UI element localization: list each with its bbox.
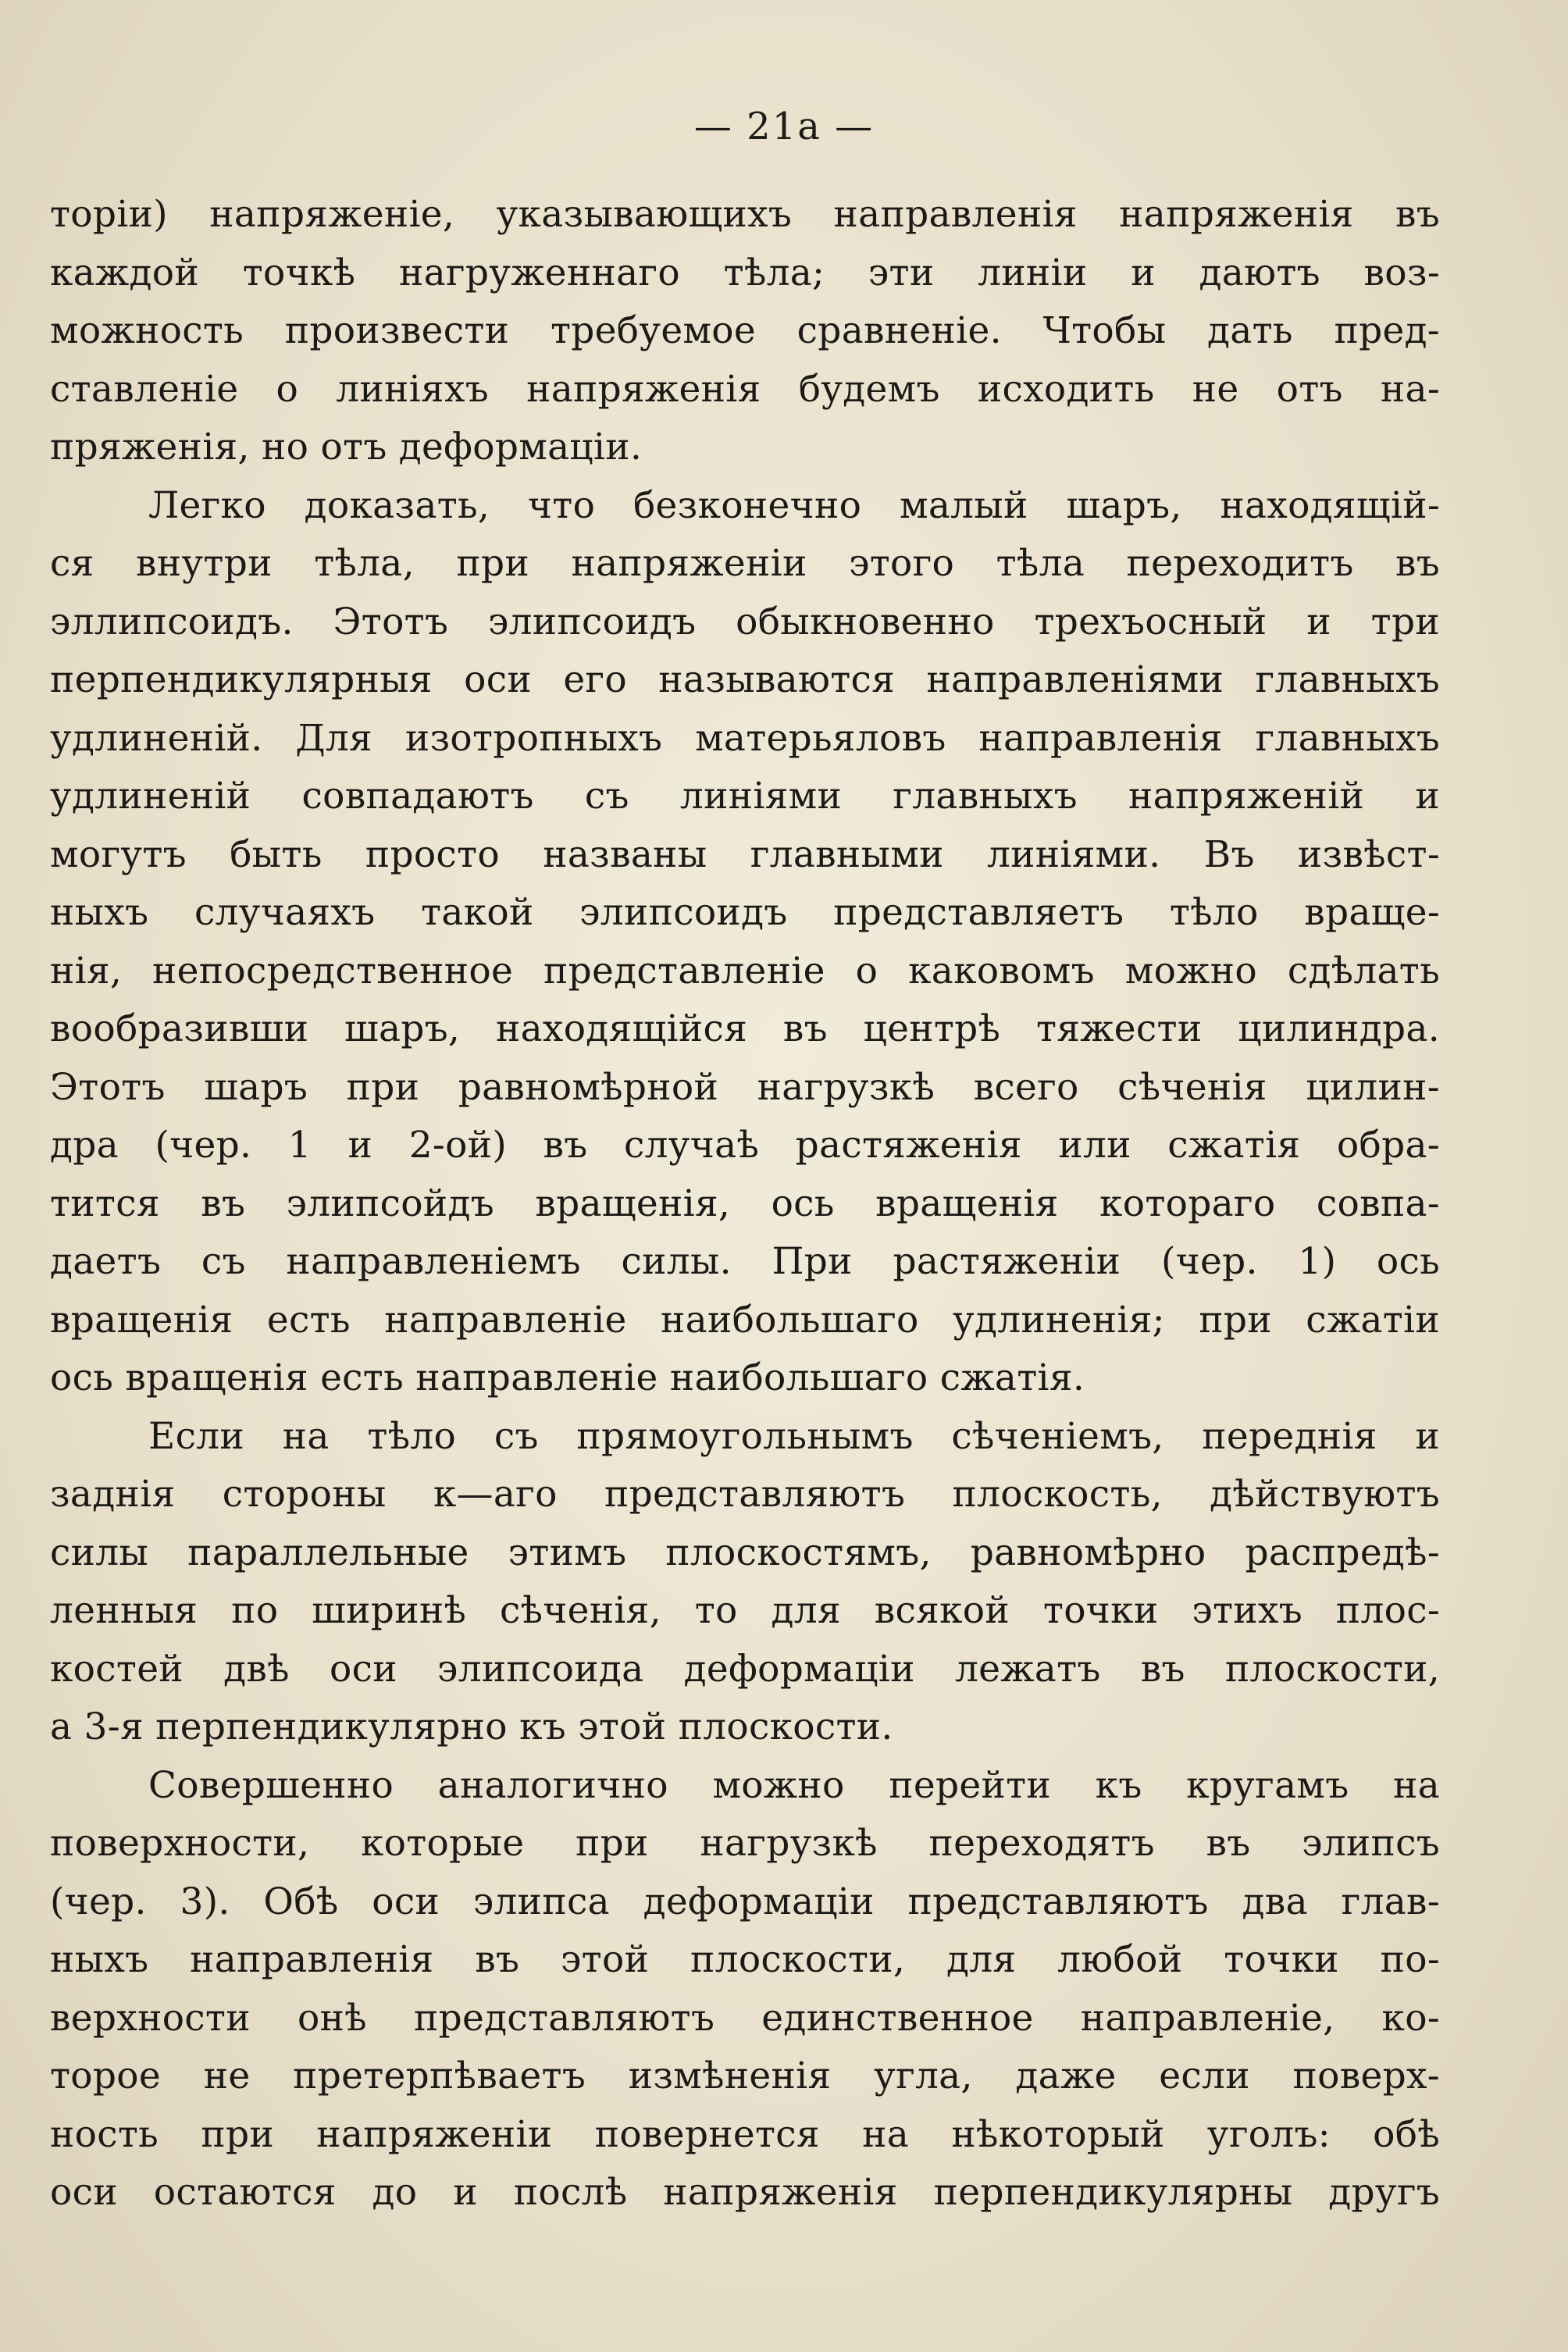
- text-line: ныхъ случаяхъ такой элипсоидъ представляетъ тѣло враще-: [50, 891, 1440, 934]
- text-line: торіи) напряженіе, указывающихъ направленія напряженія въ: [50, 193, 1440, 236]
- text-line: вообразивши шаръ, находящійся въ центрѣ тяжести цилиндра.: [50, 1007, 1440, 1050]
- text-line: пряженія, но отъ деформаціи.: [50, 426, 643, 469]
- page-number: — 21а —: [693, 105, 875, 148]
- text-line: ставленіе о линіяхъ напряженія будемъ исходить не отъ на-: [50, 367, 1440, 411]
- text-line: ныхъ направленія въ этой плоскости, для любой точки по-: [50, 1938, 1440, 1981]
- text-line: поверхности, которые при нагрузкѣ переходятъ въ элипсъ: [50, 1822, 1440, 1865]
- text-line: дра (чер. 1 и 2-ой) въ случаѣ растяженія или сжатія обра-: [50, 1124, 1440, 1167]
- text-line: оси остаются до и послѣ напряженія перпендикулярны другъ: [50, 2171, 1440, 2214]
- text-line: вращенія есть направленіе наибольшаго удлиненія; при сжатіи: [50, 1298, 1440, 1342]
- text-line: заднія стороны к—аго представляютъ плоскость, дѣйствуютъ: [50, 1473, 1440, 1516]
- body-text: [50, 186, 1440, 2222]
- text-line: нія, непосредственное представленіе о каковомъ можно сдѣлать: [50, 949, 1440, 992]
- text-line: удлиненій совпадаютъ съ линіями главныхъ напряженій и: [50, 775, 1440, 818]
- text-line: торое не претерпѣваетъ измѣненія угла, даже если поверх-: [50, 2054, 1440, 2097]
- text-line: каждой точкѣ нагруженнаго тѣла; эти линіи и даютъ воз-: [50, 251, 1440, 294]
- text-line: тится въ элипсойдъ вращенія, ось вращенія котораго совпа-: [50, 1181, 1440, 1225]
- text-line: удлиненій. Для изотропныхъ матерьяловъ направленія главныхъ: [50, 716, 1440, 760]
- text-line: эллипсоидъ. Этотъ элипсоидъ обыкновенно трехъосный и три: [50, 600, 1440, 643]
- text-line: ся внутри тѣла, при напряженіи этого тѣла переходитъ въ: [50, 542, 1440, 585]
- text-line: Совершенно аналогично можно перейти къ кругамъ на: [148, 1763, 1440, 1807]
- text-line: костей двѣ оси элипсоида деформаціи лежатъ въ плоскости,: [50, 1647, 1440, 1691]
- paragraph-2: [50, 477, 1440, 1408]
- text-line: верхности онѣ представляютъ единственное направленіе, ко-: [50, 1996, 1440, 2040]
- text-line: перпендикулярныя оси его называются направленіями главныхъ: [50, 658, 1440, 701]
- text-line: а 3-я перпендикулярно къ этой плоскости.: [50, 1705, 893, 1748]
- text-line: ось вращенія есть направленіе наибольшаго сжатія.: [50, 1356, 1085, 1399]
- text-line: Если на тѣло съ прямоугольнымъ сѣченіемъ, переднія и: [148, 1414, 1440, 1458]
- text-line: Этотъ шаръ при равномѣрной нагрузкѣ всего сѣченія цилин-: [50, 1065, 1440, 1109]
- text-line: ность при напряженіи повернется на нѣкоторый уголъ: обѣ: [50, 2112, 1440, 2156]
- text-line: даетъ съ направленіемъ силы. При растяженіи (чер. 1) ось: [50, 1240, 1440, 1283]
- text-line: ленныя по ширинѣ сѣченія, то для всякой точки этихъ плос-: [50, 1589, 1440, 1632]
- text-line: силы параллельные этимъ плоскостямъ, равномѣрно распредѣ-: [50, 1531, 1440, 1574]
- text-line: можность произвести требуемое сравненіе. Чтобы дать пред-: [50, 309, 1440, 352]
- paragraph-3: [50, 1408, 1440, 1757]
- paragraph-4: [50, 1757, 1440, 2222]
- text-line: могутъ быть просто названы главными линіями. Въ извѣст-: [50, 832, 1440, 876]
- text-line: Легко доказать, что безконечно малый шаръ, находящій-: [148, 483, 1440, 527]
- text-line: (чер. 3). Обѣ оси элипса деформаціи представляютъ два глав-: [50, 1880, 1440, 1923]
- paragraph-1: [50, 186, 1440, 477]
